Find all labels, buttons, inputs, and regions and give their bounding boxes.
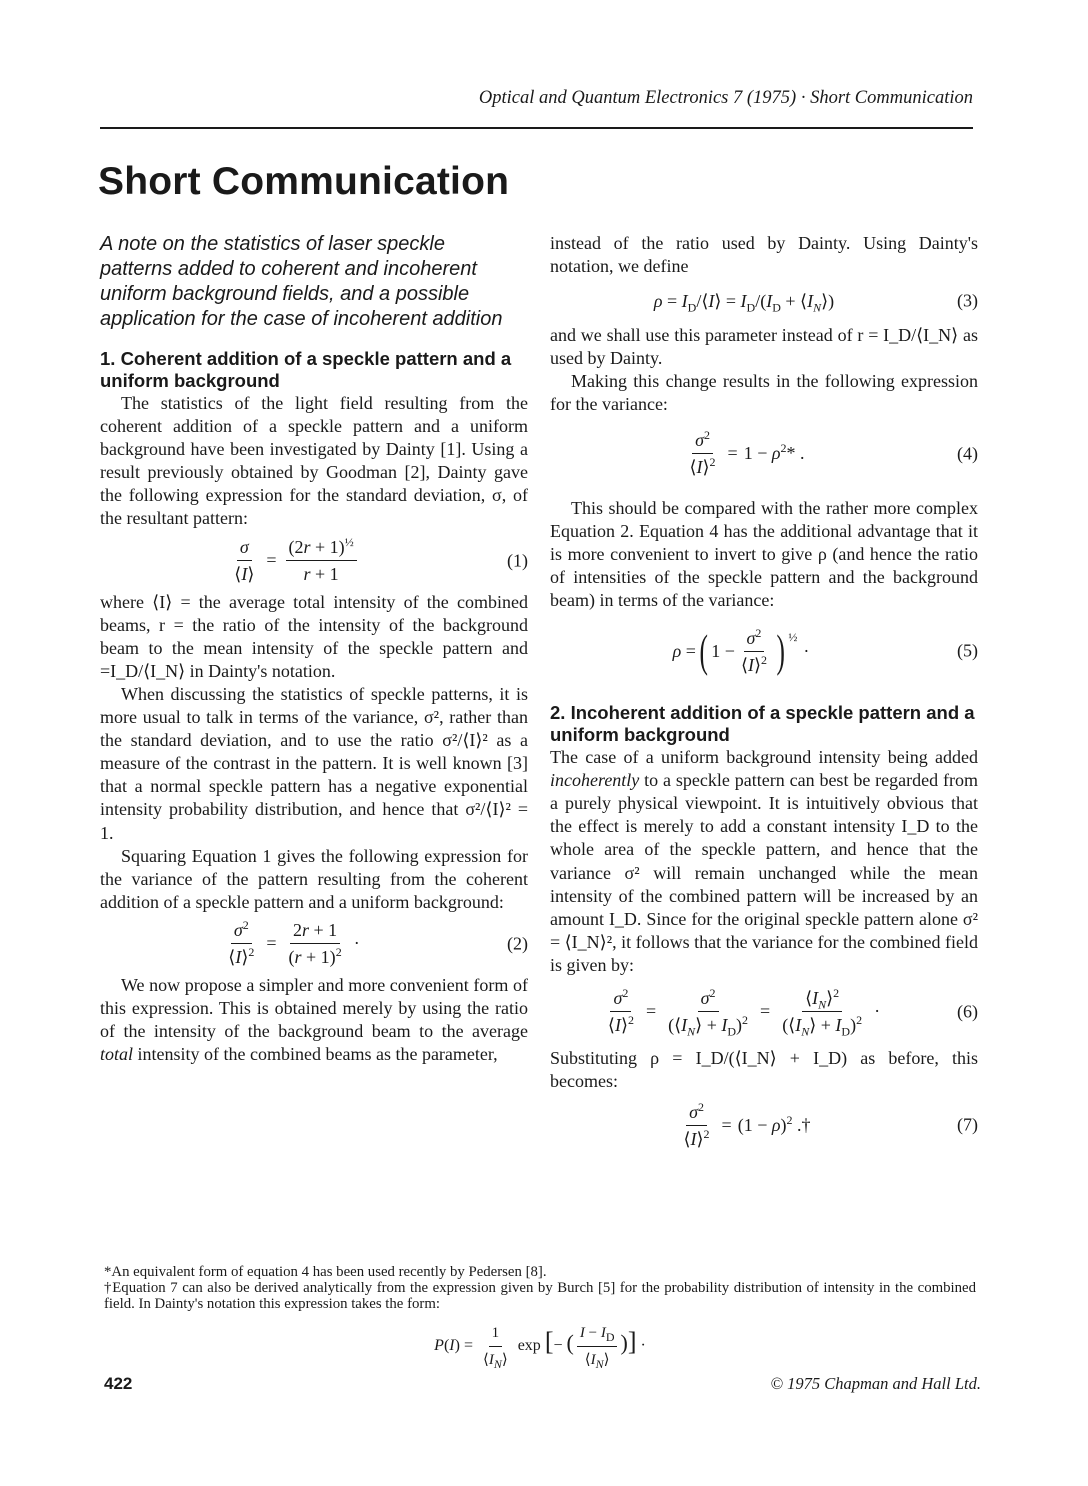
- section-2-paragraph-2: Substituting ρ = I_D/(⟨I_N⟩ + I_D) as before, this becomes:: [550, 1047, 978, 1092]
- equation-1: $\frac{\sigma}{⟨I⟩}$ = $\frac{(2r + 1)^{\frac{1}{2}}}{r + 1}$ (1): [234, 535, 528, 585]
- section-2-paragraph-1: The case of a uniform background intensity being added incoherently to a speckle pattern can best be regarded from a purely physical viewpoint. It is intuitively obvious that the effect is merely to add a constant intensity I_D to the whole area of the speckle pattern, and hence that the variance σ² will remain unchanged while the mean intensity of the combined pattern will be increased by an amount I_D. Since for the original speckle pattern alone σ² = ⟨I_N⟩², it follows that the variance for the combined field is given by:: [550, 747, 978, 975]
- left-column: [100, 232, 528, 1066]
- equation-3: $\rho = I_D/⟨I⟩ = I_D/(I_D$ + $⟨I_N⟩$) (3): [653, 290, 978, 315]
- equation-6-number: (6): [957, 1001, 978, 1022]
- footnote-2: †Equation 7 can also be derived analytically from the expression given by Burch [5] for the probability distribution of intensity in the combined field. In Dainty's notation this expression takes the form:: [104, 1280, 976, 1312]
- section-2-heading: 2. Incoherent addition of a speckle pattern and a uniform background: [550, 702, 975, 746]
- equation-4: $\frac{\sigma^2}{⟨I⟩^2}$ = $1 - \rho^2*$ . (4): [689, 428, 978, 478]
- right-paragraph-3: Making this change results in the following expression for the variance:: [550, 371, 978, 415]
- equation-5-number: (5): [957, 640, 978, 661]
- section-1-paragraph-4: Squaring Equation 1 gives the following expression for the variance of the pattern resulting from the coherent addition of a speckle pattern and a uniform background:: [100, 845, 528, 912]
- equation-2-number: (2): [507, 933, 528, 954]
- header-rule: [100, 127, 973, 129]
- equation-5: ρ = ( 1 − $\frac{\sigma^2}{⟨I⟩^2}$ ) $^{\frac{1}{2}}$ · (5): [672, 625, 978, 677]
- footnotes: [104, 1264, 976, 1371]
- page-number: 422: [104, 1374, 133, 1393]
- copyright: © 1975 Chapman and Hall Ltd.: [770, 1374, 981, 1393]
- right-paragraph-2: and we shall use this parameter instead of r = I_D/⟨I_N⟩ as used by Dainty.: [550, 325, 978, 369]
- equation-6: $\frac{\sigma^2}{⟨I⟩^2}$ = $\frac{\sigma^2}{(⟨I_N⟩ + I_D)^2}$ = $\frac{⟨I_N⟩^2}{(⟨I_N⟩ + I_D)^2}$ · (6): [607, 986, 978, 1040]
- section-1-paragraph-1: The statistics of the light field resulting from the coherent addition of a speckle pattern and a uniform background have been investigated by Dainty [1]. Using a result previously obtained by Goodman [2], Dainty gave the following expression for the standard deviation, σ, of the resultant pattern:: [100, 393, 528, 529]
- footnote-1: *An equivalent form of equation 4 has been used recently by Pedersen [8].: [104, 1264, 547, 1280]
- section-1-paragraph-2: where ⟨I⟩ = the average total intensity of the combined beams, r = the ratio of the intensity of the background beam to the mean intensity of the speckle pattern and =I_D/⟨I_N⟩ in Dainty's notation.: [100, 591, 528, 681]
- equation-3-number: (3): [957, 290, 978, 311]
- section-1-heading: 1. Coherent addition of a speckle pattern and a uniform background: [100, 348, 512, 391]
- article-subtitle: A note on the statistics of laser speckle patterns added to coherent and incoherent uniform background fields, and a possible application for the case of incoherent addition: [100, 233, 503, 330]
- right-paragraph-1: instead of the ratio used by Dainty. Using Dainty's notation, we define: [550, 233, 978, 277]
- right-column: [550, 232, 978, 1157]
- equation-7-number: (7): [957, 1114, 978, 1135]
- equation-4-number: (4): [957, 443, 978, 464]
- equation-7: $\frac{\sigma^2}{⟨I⟩^2}$ = $(1 - \rho)^2$ .† (7): [683, 1099, 978, 1149]
- equation-2: $\frac{\sigma^2}{⟨I⟩^2}$ = $\frac{2r + 1}{(r + 1)^2}$ · (2): [228, 918, 528, 968]
- right-paragraph-4: This should be compared with the rather more complex Equation 2. Equation 4 has the additional advantage that it is more convenient to invert to give ρ (and hence the ratio of intensities of the speckle pattern and the background beam) in terms of the variance:: [550, 497, 978, 610]
- section-1-paragraph-5: We now propose a simpler and more convenient form of this expression. This is obtained merely by using the ratio of the intensity of the background beam to the average total intensity of the combined beams as the parameter,: [100, 974, 528, 1065]
- section-1-paragraph-3: When discussing the statistics of speckle patterns, it is more usual to talk in terms of the variance, σ², rather than the standard deviation, and to use the ratio σ²/⟨I⟩² as a measure of the contrast in the pattern. It is well known [3] that a normal speckle pattern has a negative exponential intensity probability distribution, and hence that σ²/⟨I⟩² = 1.: [100, 683, 528, 843]
- equation-1-number: (1): [507, 550, 528, 571]
- page-title: Short Communication: [98, 160, 510, 203]
- footnote-equation: P(I) = $\frac{1}{⟨I_N⟩}$ exp [− ( $\frac{I - I_D}{⟨I_N⟩}$ )] ·: [104, 1322, 976, 1371]
- journal-header: Optical and Quantum Electronics 7 (1975) · Short Communication: [478, 88, 973, 108]
